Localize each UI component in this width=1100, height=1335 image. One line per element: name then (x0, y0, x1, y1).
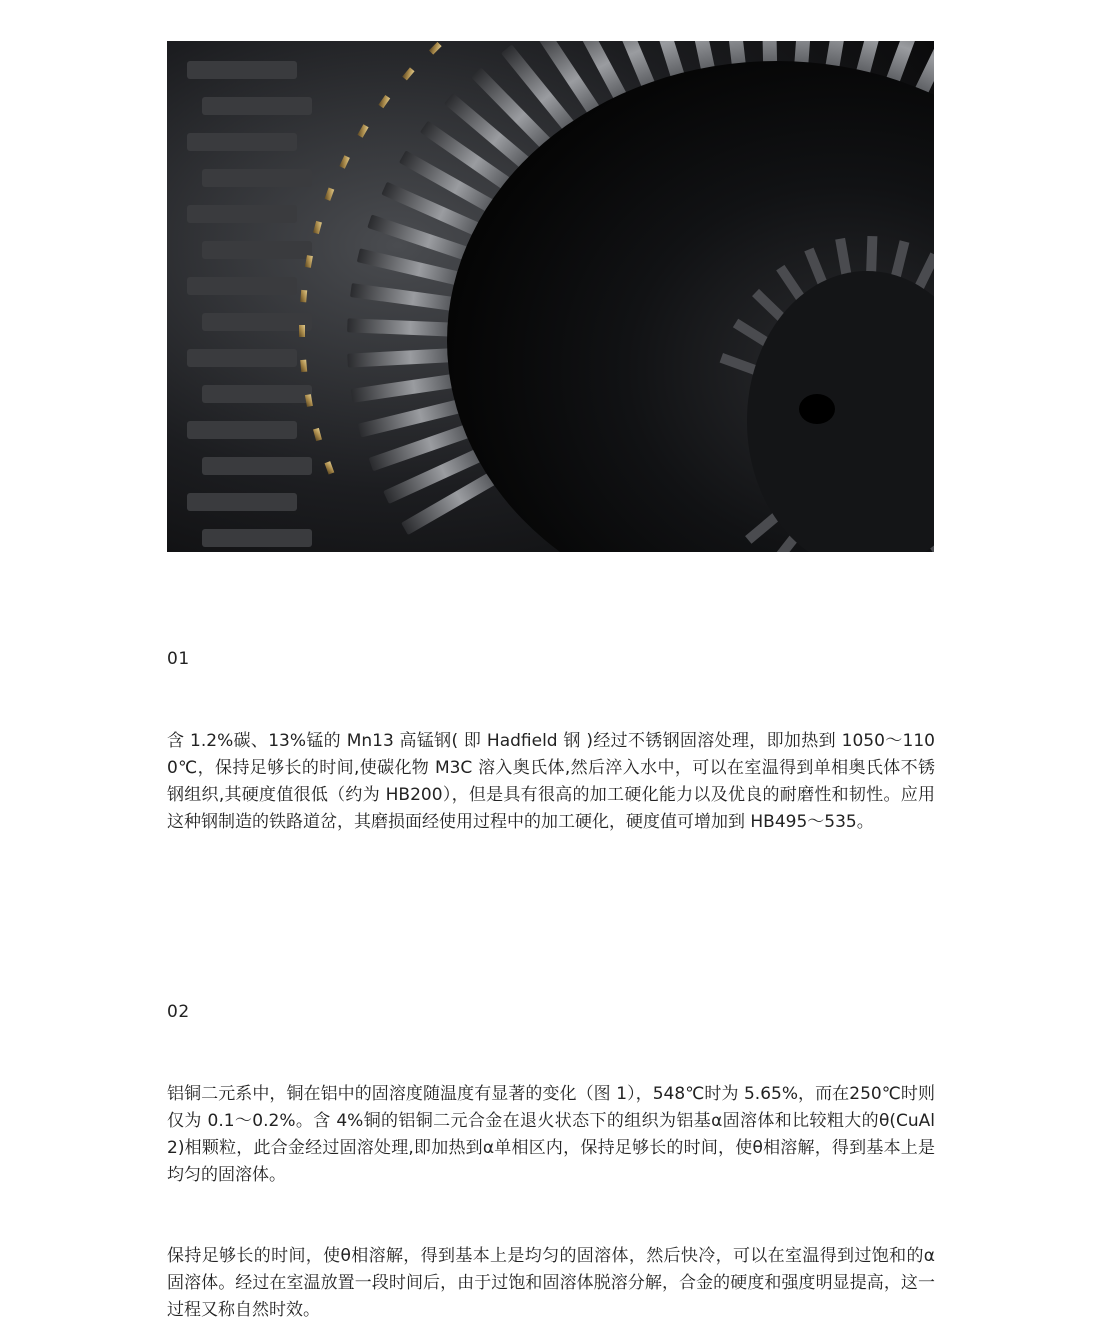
left-tooth (202, 385, 312, 403)
left-tooth (187, 493, 297, 511)
gear-photo (167, 41, 934, 552)
gear-illustration (167, 41, 934, 552)
section-number-01: 01 (167, 649, 190, 669)
paragraph-02-2: 保持足够长的时间，使θ相溶解，得到基本上是均匀的固溶体，然后快冷，可以在室温得到过饱和的α固溶体。经过在室温放置一段时间后，由于过饱和固溶体脱溶分解，合金的硬度和强度明显提高，这一过程又称自然时效。 (167, 1246, 935, 1320)
left-tooth (187, 349, 297, 367)
left-tooth (187, 277, 297, 295)
left-tooth (187, 205, 297, 223)
section-number-02: 02 (167, 1002, 190, 1022)
small-tooth (866, 236, 877, 276)
left-tooth (187, 421, 297, 439)
left-tooth (202, 313, 312, 331)
left-tooth (202, 241, 312, 259)
paragraph-01-1: 含 1.2%碳、13%锰的 Mn13 高锰钢( 即 Hadfield 钢 )经过不锈钢固溶处理，即加热到 1050～1100℃，保持足够长的时间,使碳化物 M3C 溶入奥氏体,然后淬入水中，可以在室温得到单相奥氏体不锈钢组织,其硬度值很低（约为 HB200），但是具有很高的加工硬化能力以及优良的耐磨性和韧性。应用这种钢制造的铁路道岔，其磨损面经使用过程中的加工硬化，硬度值可增加到 HB495～535。 (167, 731, 935, 832)
left-tooth (202, 457, 312, 475)
shaft-hole (799, 394, 835, 424)
left-tooth (202, 529, 312, 547)
left-tooth (187, 61, 297, 79)
brass-tooth (299, 325, 305, 337)
left-tooth (187, 133, 297, 151)
brass-tooth (300, 290, 307, 302)
left-tooth (202, 97, 312, 115)
left-tooth (202, 169, 312, 187)
brass-tooth (300, 360, 307, 372)
paragraph-02-1: 铝铜二元系中，铜在铝中的固溶度随温度有显著的变化（图 1），548℃时为 5.65%，而在250℃时则仅为 0.1～0.2%。含 4%铜的铝铜二元合金在退火状态下的组织为铝基α固溶体和比较粗大的θ(CuAl2)相颗粒，此合金经过固溶处理,即加热到α单相区内，保持足够长的时间，使θ相溶解，得到基本上是均匀的固溶体。 (167, 1084, 935, 1185)
